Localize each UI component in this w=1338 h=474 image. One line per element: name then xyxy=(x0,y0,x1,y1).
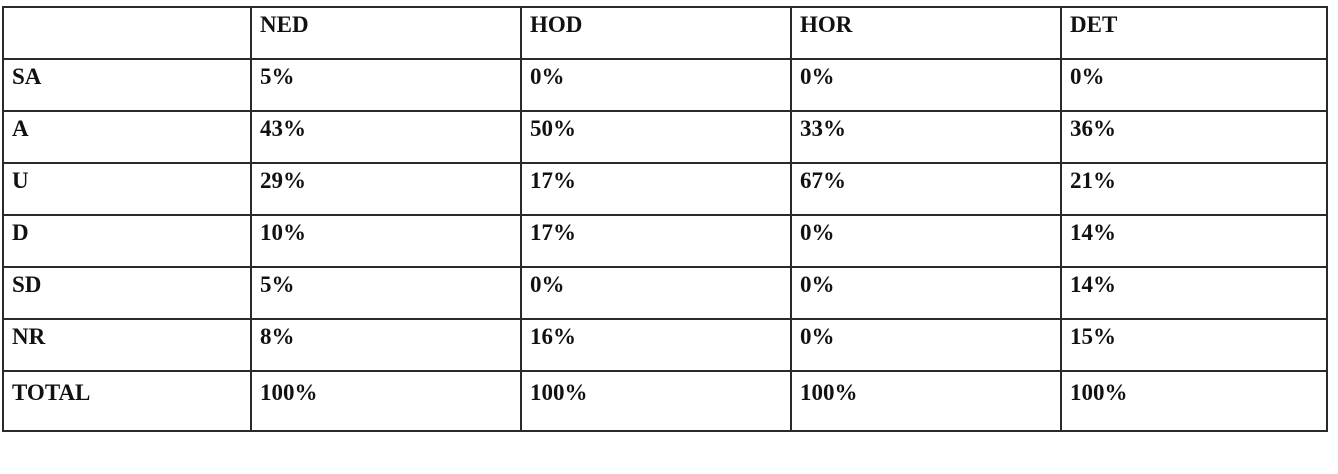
row-label: U xyxy=(3,163,251,215)
header-cell-hod: HOD xyxy=(521,7,791,59)
table-cell: 100% xyxy=(1061,371,1327,431)
table-cell: 0% xyxy=(791,319,1061,371)
header-cell-corner xyxy=(3,7,251,59)
table-cell: 8% xyxy=(251,319,521,371)
total-row xyxy=(3,371,1327,431)
table-cell: 100% xyxy=(791,371,1061,431)
table-cell: 14% xyxy=(1061,215,1327,267)
results-table xyxy=(2,6,1328,432)
header-cell-ned: NED xyxy=(251,7,521,59)
table-row xyxy=(3,59,1327,111)
table-cell: 29% xyxy=(251,163,521,215)
table-cell: 0% xyxy=(1061,59,1327,111)
table-cell: 0% xyxy=(791,267,1061,319)
table-cell: 17% xyxy=(521,215,791,267)
table-cell: 33% xyxy=(791,111,1061,163)
table-cell: 16% xyxy=(521,319,791,371)
table-cell: 5% xyxy=(251,267,521,319)
row-label: A xyxy=(3,111,251,163)
table-cell: 14% xyxy=(1061,267,1327,319)
table-cell: 21% xyxy=(1061,163,1327,215)
table-cell: 0% xyxy=(791,215,1061,267)
table-row xyxy=(3,215,1327,267)
row-label: SD xyxy=(3,267,251,319)
table-row xyxy=(3,267,1327,319)
table-cell: 5% xyxy=(251,59,521,111)
table-cell: 100% xyxy=(251,371,521,431)
table-cell: 67% xyxy=(791,163,1061,215)
table-cell: 17% xyxy=(521,163,791,215)
table-cell: 100% xyxy=(521,371,791,431)
table-row xyxy=(3,111,1327,163)
header-cell-hor: HOR xyxy=(791,7,1061,59)
row-label: D xyxy=(3,215,251,267)
table-row xyxy=(3,319,1327,371)
header-row xyxy=(3,7,1327,59)
table-cell: 10% xyxy=(251,215,521,267)
table-row xyxy=(3,163,1327,215)
row-label: SA xyxy=(3,59,251,111)
table-cell: 43% xyxy=(251,111,521,163)
table-cell: 0% xyxy=(791,59,1061,111)
table-cell: 15% xyxy=(1061,319,1327,371)
row-label: TOTAL xyxy=(3,371,251,431)
row-label: NR xyxy=(3,319,251,371)
table-cell: 36% xyxy=(1061,111,1327,163)
table-cell: 50% xyxy=(521,111,791,163)
table-cell: 0% xyxy=(521,267,791,319)
table-cell: 0% xyxy=(521,59,791,111)
header-cell-det: DET xyxy=(1061,7,1327,59)
